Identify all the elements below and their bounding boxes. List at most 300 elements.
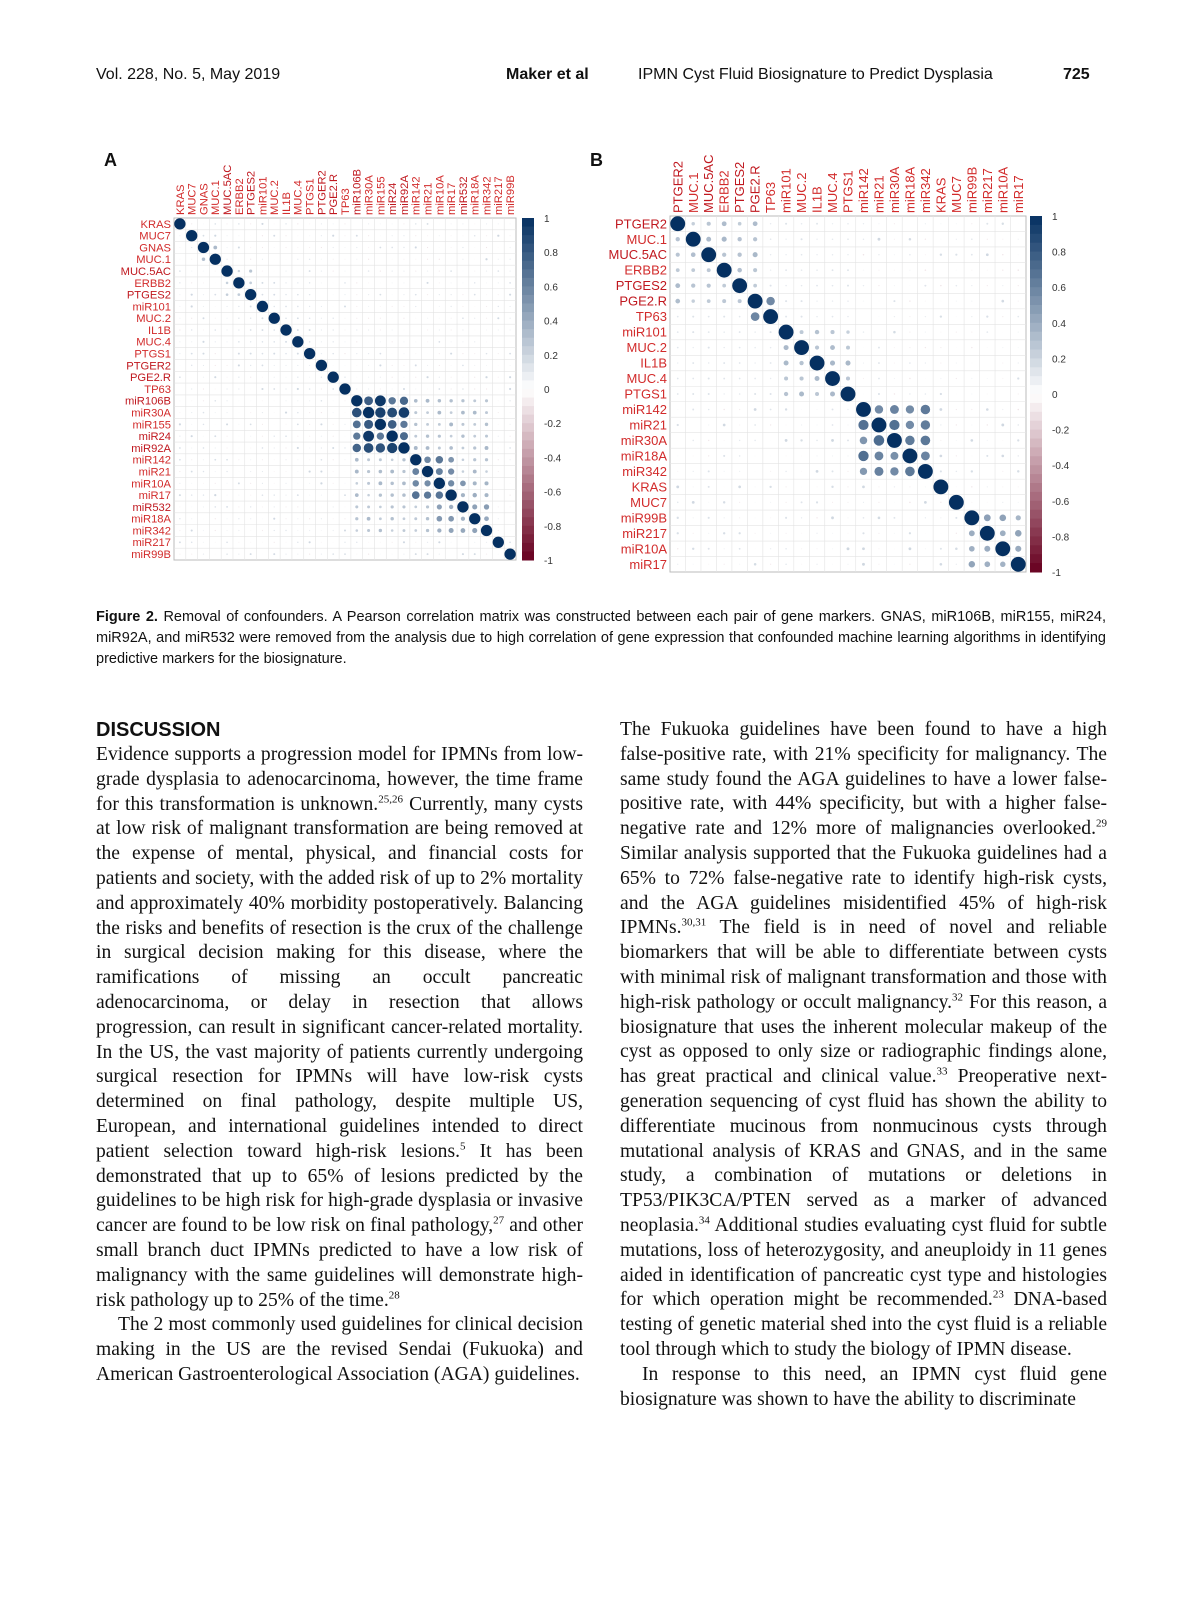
correlation-dot [380,235,381,236]
color-bar-segment [522,235,534,244]
correlation-dot [344,436,345,437]
correlation-dot [708,440,709,441]
correlation-dot [801,517,802,518]
color-bar-segment [522,312,534,321]
row-label: PTGES2 [126,289,171,302]
correlation-dot [427,306,428,307]
color-bar-segment [522,363,534,372]
correlation-dot [250,341,251,342]
correlation-dot [179,506,180,507]
column-label: miR155 [375,176,388,215]
color-bar-tick: -0.4 [544,453,562,465]
correlation-dot [708,378,710,380]
correlation-dot [424,456,431,463]
correlation-dot [402,458,405,461]
correlation-dot [956,239,957,240]
correlation-dot [333,365,334,366]
correlation-dot [203,365,204,366]
color-bar-segment [1030,412,1042,421]
row-label: miR217 [622,525,667,541]
correlation-dot [863,393,864,394]
correlation-dot [770,238,772,240]
correlation-dot [832,470,834,472]
correlation-dot [770,564,771,565]
row-label: MUC7 [139,230,171,243]
correlation-dot [739,455,741,457]
correlation-dot [486,365,487,366]
correlation-dot [498,495,499,496]
correlation-dot [285,317,287,319]
correlation-dot [1000,530,1006,536]
correlation-dot [484,481,488,485]
correlation-dot [675,299,680,304]
correlation-dot [424,491,431,498]
correlation-dot [677,409,678,410]
correlation-dot [438,399,441,402]
correlation-dot [723,409,724,410]
correlation-dot [971,486,972,487]
correlation-dot [708,533,709,534]
column-left [96,718,583,1388]
column-label: PTGS1 [304,178,317,215]
correlation-dot [355,529,358,532]
correlation-dot [816,223,818,225]
correlation-dot [439,259,440,260]
column-label: miR142 [410,176,423,215]
correlation-dot [333,306,334,307]
correlation-dot [816,486,817,487]
correlation-dot [708,455,709,456]
row-label: MUC.5AC [120,265,171,278]
correlation-dot [498,341,499,342]
correlation-dot [509,376,511,378]
correlation-dot [297,282,298,283]
correlation-dot [708,331,710,333]
correlation-dot [368,388,369,389]
running-header-volume: Vol. 228, No. 5, May 2019 [96,66,281,83]
correlation-dot [971,393,972,394]
correlation-dot [215,388,216,389]
color-bar-tick: 0.4 [1052,318,1066,330]
correlation-dot [831,439,834,442]
correlation-dot [462,553,464,555]
correlation-dot [321,542,322,543]
correlation-dot [863,223,864,224]
correlation-dot [238,259,239,260]
correlation-dot [285,223,286,224]
correlation-dot [691,284,695,288]
correlation-dot [894,486,895,487]
correlation-dot [894,362,895,363]
correlation-dot [439,306,440,307]
correlation-dot [392,282,393,283]
correlation-dot [894,254,895,255]
correlation-dot [474,306,475,307]
correlation-dot [427,341,428,342]
correlation-dot [297,447,299,449]
correlation-dot [987,502,988,503]
correlation-dot [830,345,835,350]
correlation-dot [940,533,941,534]
correlation-dot [250,377,251,378]
correlation-dot [262,365,264,367]
correlation-dot [333,436,334,437]
column-label: KRAS [933,177,949,213]
correlation-dot [481,525,492,536]
correlation-dot [437,516,443,522]
correlation-dot [940,424,941,425]
correlation-dot [285,306,287,308]
correlation-dot [485,423,488,426]
correlation-dot [831,486,833,488]
correlation-dot [415,294,417,296]
column-label: miR10A [995,166,1011,213]
correlation-dot [677,316,679,318]
correlation-dot [191,518,192,519]
correlation-dot [461,517,465,521]
correlation-dot [379,470,383,474]
row-label: MUC.1 [626,231,667,247]
correlation-dot [403,341,404,342]
correlation-dot [925,378,926,379]
correlation-dot [971,301,972,302]
correlation-dot [356,270,357,271]
correlation-dot [984,546,990,552]
correlation-dot [971,254,973,256]
correlation-dot [355,517,358,520]
correlation-dot [274,223,275,224]
correlation-dot [955,548,958,551]
correlation-dot [1002,393,1003,394]
correlation-dot [800,330,804,334]
correlation-dot [191,435,193,437]
correlation-dot [439,270,440,271]
correlation-dot [925,301,926,302]
correlation-dot [925,254,926,255]
correlation-dot [344,247,345,248]
color-bar-segment [522,227,534,236]
correlation-dot [878,331,879,332]
correlation-dot [801,501,803,503]
correlation-dot [956,440,957,441]
correlation-dot [847,424,848,425]
correlation-dot [785,239,786,240]
correlation-dot [677,347,679,349]
correlation-dot [785,254,786,255]
correlation-dot [226,518,227,519]
correlation-dot [380,377,381,378]
correlation-dot [333,412,334,413]
correlation-dot [309,506,310,507]
correlation-dot [693,455,694,456]
correlation-dot [321,223,322,224]
correlation-dot [1017,439,1019,441]
correlation-dot [469,513,480,524]
correlation-dot [763,309,778,324]
row-label: miR142 [622,402,667,418]
color-bar-segment [1030,234,1042,243]
correlation-dot [285,542,286,543]
panel-label: B [590,150,603,170]
correlation-dot [890,467,898,475]
correlation-dot [474,235,476,237]
color-bar-segment [1030,545,1042,554]
correlation-dot [739,517,740,518]
correlation-dot [436,491,444,499]
correlation-dot [846,330,849,333]
correlation-dot [427,365,428,366]
correlation-dot [1017,316,1019,318]
correlation-dot [451,542,452,543]
correlation-dot [226,247,227,248]
correlation-dot [368,306,369,307]
color-bar-segment [1030,350,1042,359]
correlation-dot [344,471,345,472]
correlation-dot [427,294,428,295]
correlation-dot [403,294,404,295]
correlation-dot [918,464,933,479]
correlation-dot [297,471,298,472]
correlation-dot [273,329,275,331]
correlation-dot [344,553,346,555]
correlation-dot [262,459,263,460]
correlation-dot [379,247,381,249]
correlation-dot [894,239,895,240]
correlation-dot [754,408,757,411]
correlation-dot [878,347,880,349]
correlation-dot [691,222,694,225]
color-bar-segment [1030,261,1042,270]
correlation-dot [191,305,193,307]
correlation-dot [509,400,510,401]
correlation-dot [191,377,192,378]
correlation-dot [427,223,429,225]
correlation-dot [321,388,322,389]
correlation-dot [321,282,322,283]
correlation-dot [250,329,252,331]
correlation-dot [262,506,263,507]
correlation-dot [498,388,499,389]
correlation-dot [739,409,740,410]
correlation-dot [847,502,848,503]
color-bar-segment [522,295,534,304]
correlation-dot [439,318,440,319]
correlation-dot [179,436,180,437]
correlation-dot [856,402,871,417]
correlation-dot [956,424,957,425]
correlation-dot [368,235,369,236]
correlation-dot [474,341,475,342]
correlation-dot [328,372,339,383]
correlation-dot [956,316,957,317]
correlation-dot [1015,546,1021,552]
correlation-dot [344,235,345,236]
correlation-dot [285,424,286,425]
correlation-dot [297,235,298,236]
correlation-dot [770,424,771,425]
row-label: miR101 [622,324,667,340]
correlation-dot [739,362,741,364]
row-label: miR532 [132,501,171,514]
correlation-dot [297,506,298,507]
correlation-dot [498,518,499,519]
correlation-dot [1002,239,1003,240]
correlation-dot [462,235,463,236]
correlation-dot [474,365,475,366]
correlation-dot [344,282,346,284]
correlation-dot [691,299,694,302]
correlation-dot [801,424,802,425]
correlation-dot [801,533,802,534]
correlation-dot [486,223,487,224]
correlation-dot [321,377,322,378]
correlation-dot [739,502,740,503]
correlation-matrix-A [104,150,562,567]
correlation-dot [956,223,957,224]
correlation-dot [415,223,417,225]
correlation-dot [738,222,742,226]
correlation-dot [987,270,988,271]
correlation-dot [320,482,322,484]
correlation-dot [363,431,374,442]
correlation-dot [987,285,988,286]
correlation-dot [509,447,511,449]
correlation-dot [485,458,488,461]
correlation-dot [321,341,322,342]
correlation-dot [925,517,926,518]
correlation-dot [770,285,772,287]
correlation-dot [269,313,280,324]
correlation-dot [274,435,275,436]
correlation-dot [832,424,834,426]
correlation-dot [344,259,345,260]
correlation-dot [320,470,322,472]
figure-caption-label: Figure 2. [96,609,158,625]
correlation-dot [723,378,725,380]
correlation-dot [285,341,287,343]
correlation-dot [753,284,757,288]
correlation-dot [816,533,817,534]
correlation-dot [1002,440,1003,441]
correlation-dot [309,470,311,472]
column-label: miR30A [886,166,902,213]
correlation-dot [847,547,850,550]
correlation-dot [321,306,322,307]
correlation-dot [226,495,227,496]
correlation-dot [940,502,941,503]
column-label: miR30A [363,175,376,215]
correlation-dot [238,471,239,472]
correlation-dot [226,400,227,401]
correlation-dot [356,306,357,307]
correlation-dot [403,529,406,532]
correlation-dot [940,239,941,240]
correlation-dot [203,554,204,555]
correlation-dot [676,253,680,257]
color-bar-segment [522,261,534,270]
correlation-dot [332,388,334,390]
correlation-dot [863,378,864,379]
correlation-dot [333,506,334,507]
correlation-dot [434,478,445,489]
correlation-dot [438,446,441,449]
correlation-dot [274,247,275,248]
correlation-dot [708,393,710,395]
correlation-dot [285,483,286,484]
color-bar-tick: 0.8 [544,248,558,260]
correlation-dot [387,443,397,453]
correlation-dot [439,247,440,248]
correlation-dot [309,377,310,378]
column-label: miR217 [493,176,506,215]
correlation-dot [203,459,204,460]
correlation-dot [403,247,404,248]
color-bar-segment [1030,341,1042,350]
column-label: MUC.2 [794,172,810,213]
correlation-dot [863,331,864,332]
row-label: miR21 [138,466,171,479]
correlation-dot [751,312,760,321]
correlation-dot [925,533,926,534]
correlation-dot [344,329,345,330]
row-label: miR10A [620,541,667,557]
correlation-dot [847,439,849,441]
correlation-dot [191,223,192,224]
correlation-dot [387,408,397,418]
correlation-dot [321,436,322,437]
correlation-dot [202,258,205,261]
correlation-dot [179,235,180,236]
correlation-dot [344,542,345,543]
correlation-dot [203,306,204,307]
correlation-dot [816,548,817,549]
correlation-dot [427,270,428,271]
correlation-dot [510,329,511,330]
color-bar-tick: -0.2 [544,419,562,431]
correlation-dot [801,316,803,318]
correlation-dot [215,318,216,319]
correlation-dot [285,495,286,496]
correlation-dot [451,223,452,224]
correlation-dot [321,412,322,413]
correlation-dot [815,392,819,396]
row-label: MUC7 [630,494,667,510]
correlation-dot [238,400,239,401]
correlation-dot [215,424,216,425]
correlation-dot [677,455,678,456]
correlation-dot [238,388,239,389]
correlation-dot [392,377,393,378]
color-bar-segment [522,329,534,338]
correlation-dot [439,365,440,366]
correlation-dot [203,377,204,378]
correlation-dot [179,294,180,295]
correlation-dot [368,247,369,248]
correlation-dot [203,447,205,449]
correlation-dot [238,329,239,330]
correlation-dot [801,285,803,287]
correlation-dot [510,530,511,531]
color-bar-segment [1030,314,1042,323]
correlation-dot [356,282,357,283]
correlation-dot [179,554,180,555]
correlation-dot [473,423,476,426]
correlation-dot [273,553,275,555]
correlation-dot [677,564,678,565]
correlation-dot [925,331,926,332]
correlation-dot [847,223,849,225]
correlation-dot [980,526,995,541]
